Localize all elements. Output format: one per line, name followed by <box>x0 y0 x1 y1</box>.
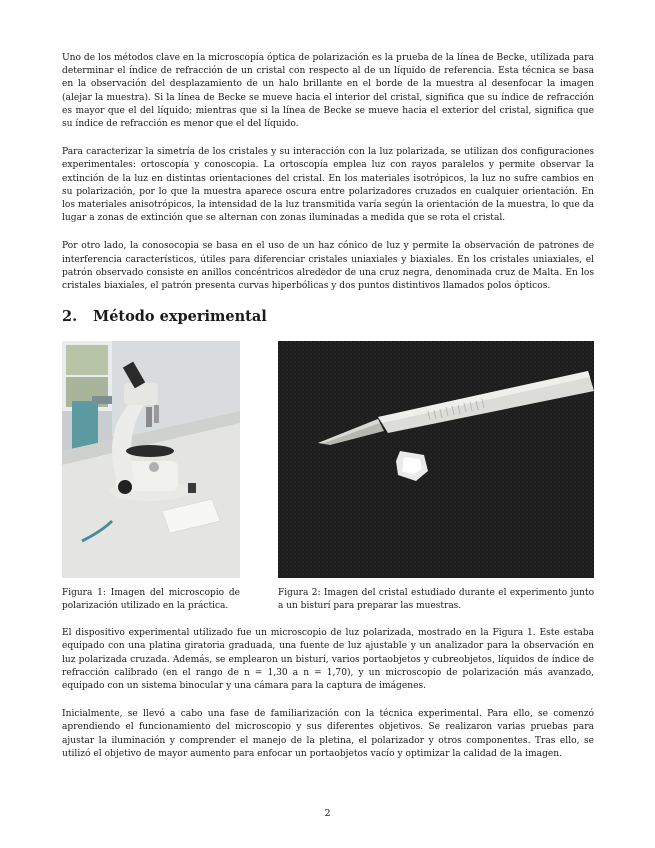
paragraph-conoscopy: Por otro lado, la conosocopia se basa en el uso de un haz cónico de luz y permite la observación de patrones de interferencia característicos, útiles para diferenciar cristales uniaxiales y biaxiales. En los cristales uniaxiales, el patrón observado consiste en anillos concéntricos alrededor de una cruz negra, denominada cruz de Malta. En los cristales biaxiales, el patrón presenta curvas hiperbólicas y dos puntos distintivos llamados polos ópticos. <box>62 241 594 292</box>
page-content <box>62 52 594 776</box>
section-number: 2. <box>62 308 78 326</box>
figure-1-caption: Figura 1: Imagen del microscopio de polarización utilizado en la práctica. <box>62 588 240 612</box>
figure-1-photo <box>62 341 240 578</box>
page-number: 2 <box>324 808 331 819</box>
paragraph-setup: El dispositivo experimental utilizado fue un microscopio de luz polarizada, mostrado en la Figura 1. Este estaba equipado con una platina giratoria graduada, una fuente de luz ajustable y un analizador para la observación en luz polarizada cruzada. Además, se emplearon un bisturí, varios portaobjetos y cubreobjetos, líquidos de índice de refracción calibrado (en el rango de n = 1,30 a n = 1,70), y un microscopio de polarización más avanzado, equipado con un sistema binocular y una cámara para la captura de imágenes. <box>62 628 594 692</box>
figures-row <box>62 341 594 613</box>
figure-2 <box>278 341 594 613</box>
paragraph-orthoscopy: Para caracterizar la simetría de los cristales y su interacción con la luz polarizada, se utilizan dos configuraciones experimentales: ortoscopía y conoscopia. La ortoscopía emplea luz con rayos paralelos y permite observar la extinción de la luz en distintas orientaciones del cristal. En los materiales isotrópicos, la luz no sufre cambios en su polarización, por lo que la muestra aparece oscura entre polarizadores cruzados en cualquier orientación. En los materiales anisotrópicos, la intensidad de la luz transmitida varía según la orientación de la muestra, lo que da lugar a zonas de extinción que se alternan con zonas iluminadas a medida que se rota el cristal. <box>62 147 594 224</box>
paragraph-becke-line: Uno de los métodos clave en la microscopía óptica de polarización es la prueba de la línea de Becke, utilizada para determinar el índice de refracción de un cristal con respecto al de un líquido de referencia. Esta técnica se basa en la observación del desplazamiento de un halo brillante en el borde de la muestra al desenfocar la imagen (alejar la muestra). Si la línea de Becke se mueve hacia el interior del cristal, significa que su índice de refracción es mayor que el del líquido; mientras que si la línea de Becke se mueve hacia el exterior del cristal, significa que su índice de refracción es menor que el del líquido. <box>62 53 594 130</box>
figure-1 <box>62 341 240 613</box>
section-title: Método experimental <box>93 308 267 326</box>
paragraph-familiarization: Inicialmente, se llevó a cabo una fase de familiarización con la técnica experimental. Para ello, se comenzó aprendiendo el funcionamiento del microscopio y sus diferentes objetivos. Se realizaron varias pruebas para ajustar la iluminación y comprender el manejo de la pletina, el polarizador y otros componentes. Tras ello, se utilizó el objetivo de mayor aumento para enfocar un portaobjetos vacío y optimizar la calidad de la imagen. <box>62 709 594 759</box>
figure-2-caption: Figura 2: Imagen del cristal estudiado durante el experimento junto a un bisturí para preparar las muestras. <box>278 588 594 612</box>
figure-2-photo <box>278 341 594 578</box>
section-heading <box>62 308 594 325</box>
